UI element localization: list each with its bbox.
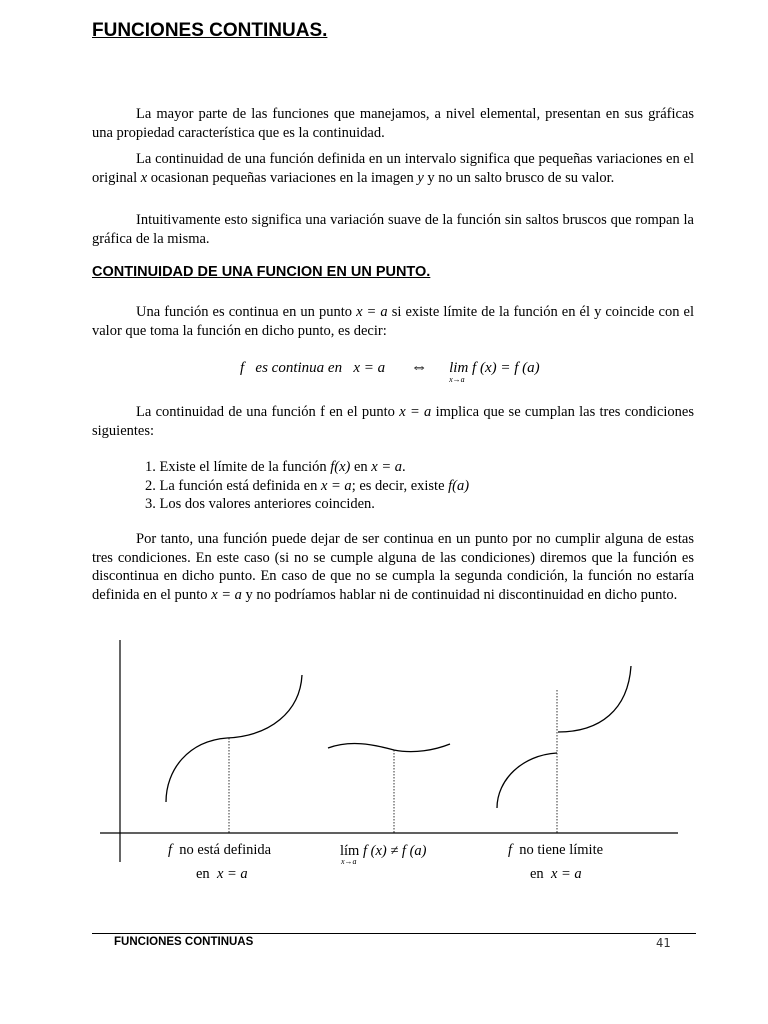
conclusion-text-b: y no podríamos hablar ni de continuidad ni discontinuidad en dicho punto.	[241, 586, 678, 603]
intro-p1-text: La mayor parte de las funciones que manejamos, a nivel elemental, presentan en sus gráficas una propiedad característica que es la continuidad.	[92, 106, 694, 141]
caption-3-line-2	[530, 866, 582, 883]
var-y: y	[417, 169, 424, 186]
conditions-list	[145, 458, 469, 514]
intro-p3-text: Intuitivamente esto significa una variación suave de la función sin saltos bruscos que rompan la gráfica de la misma.	[92, 212, 694, 247]
list-text: .	[402, 459, 406, 475]
intro-paragraph-2	[92, 150, 694, 187]
list-var: f(a)	[448, 477, 470, 494]
page-title: FUNCIONES CONTINUAS.	[92, 20, 328, 41]
cap1-f: f	[168, 842, 173, 858]
graph1-left-curve	[166, 738, 227, 802]
graph2-curve	[328, 744, 450, 752]
cap1-text: no está definida	[179, 842, 272, 858]
list-var: x = a	[371, 459, 403, 475]
list-num: 1.	[145, 459, 156, 475]
caption-3-line-1	[508, 842, 603, 859]
definition-paragraph	[92, 303, 694, 340]
list-item	[145, 458, 469, 477]
list-text: en	[350, 459, 372, 475]
list-item	[145, 477, 469, 496]
list-text: Los dos valores anteriores coinciden.	[159, 496, 375, 513]
footer-title: FUNCIONES CONTINUAS	[114, 936, 254, 948]
intro-p2-text-c: y no un salto brusco de su valor.	[423, 169, 615, 186]
formula-iff-symbol: ⇔	[410, 357, 428, 376]
conditions-intro	[92, 403, 694, 440]
intro-p2-text-b: ocasionan pequeñas variaciones en la imagen	[147, 169, 418, 186]
conclusion-text-a: Por tanto, una función puede dejar de ser continua en un punto por no cumplir alguna de estas tres condiciones. En este caso (si no se cumple alguna de las condiciones) diremos que la función es discontinua en dicho punto. En caso de que no se cumpla la segunda condición, la función no estaría definida en el punto	[92, 531, 694, 603]
cond-text-b: implica que se cumplan las tres condiciones siguientes:	[92, 404, 694, 439]
continuity-formula	[240, 357, 540, 384]
cap3-x: x = a	[550, 866, 582, 882]
graph1-right-curve	[227, 675, 302, 738]
cap2-lim: lím	[340, 843, 360, 859]
graph3-right-curve	[558, 666, 631, 732]
formula-limit	[449, 360, 469, 384]
list-num: 3.	[145, 496, 156, 513]
cap2-rhs: f (x) ≠ f (a)	[362, 843, 427, 859]
intro-p2-text-a: La continuidad de una función definida en un intervalo significa que pequeñas variaciones en el original	[92, 151, 694, 186]
formula-xa: x = a	[353, 360, 386, 376]
cap3-en: en	[530, 866, 544, 882]
caption-1-line-1	[168, 842, 271, 859]
list-text: La función está definida en	[159, 477, 321, 494]
var-x: x	[140, 169, 148, 186]
list-text: ; es decir, existe	[351, 477, 449, 494]
formula-f: f	[240, 360, 245, 376]
list-var: f(x)	[330, 459, 351, 475]
cond-text-a: La continuidad de una función f en el punto	[136, 404, 400, 420]
cond-x-eq-a: x = a	[399, 404, 432, 420]
cap2-limit	[340, 843, 360, 866]
cap2-lim-sub: x→a	[341, 857, 357, 866]
list-var: x = a	[320, 477, 352, 494]
cap3-f: f	[508, 842, 513, 858]
graph3-left-curve	[497, 753, 557, 808]
footer-divider	[92, 933, 696, 934]
caption-1-line-2	[196, 866, 248, 883]
formula-cont-text: es continua en	[255, 360, 343, 376]
cap1-en: en	[196, 866, 210, 882]
def-text-a: Una función es continua en un punto	[136, 304, 357, 320]
formula-lim-sub: x→a	[449, 375, 465, 384]
cap3-text: no tiene límite	[519, 842, 604, 858]
caption-2	[340, 843, 427, 866]
intro-paragraph-3	[92, 211, 694, 248]
cap1-x: x = a	[216, 866, 248, 882]
def-x-eq-a: x = a	[356, 304, 388, 320]
section-heading: CONTINUIDAD DE UNA FUNCION EN UN PUNTO.	[92, 264, 431, 280]
conclusion-x-eq-a: x = a	[211, 586, 242, 603]
intro-paragraph-1	[92, 105, 694, 142]
list-text: Existe el límite de la función	[159, 459, 331, 475]
def-text-b: si existe límite de la función en él y coincide con el valor que toma la función en dicho punto, es decir:	[92, 304, 694, 339]
conclusion-paragraph	[92, 530, 694, 604]
page-number: 41	[656, 936, 671, 950]
formula-lim: lim	[449, 360, 469, 376]
list-item	[145, 495, 469, 514]
formula-rhs: f (x) = f (a)	[472, 360, 540, 376]
list-num: 2.	[145, 477, 156, 494]
